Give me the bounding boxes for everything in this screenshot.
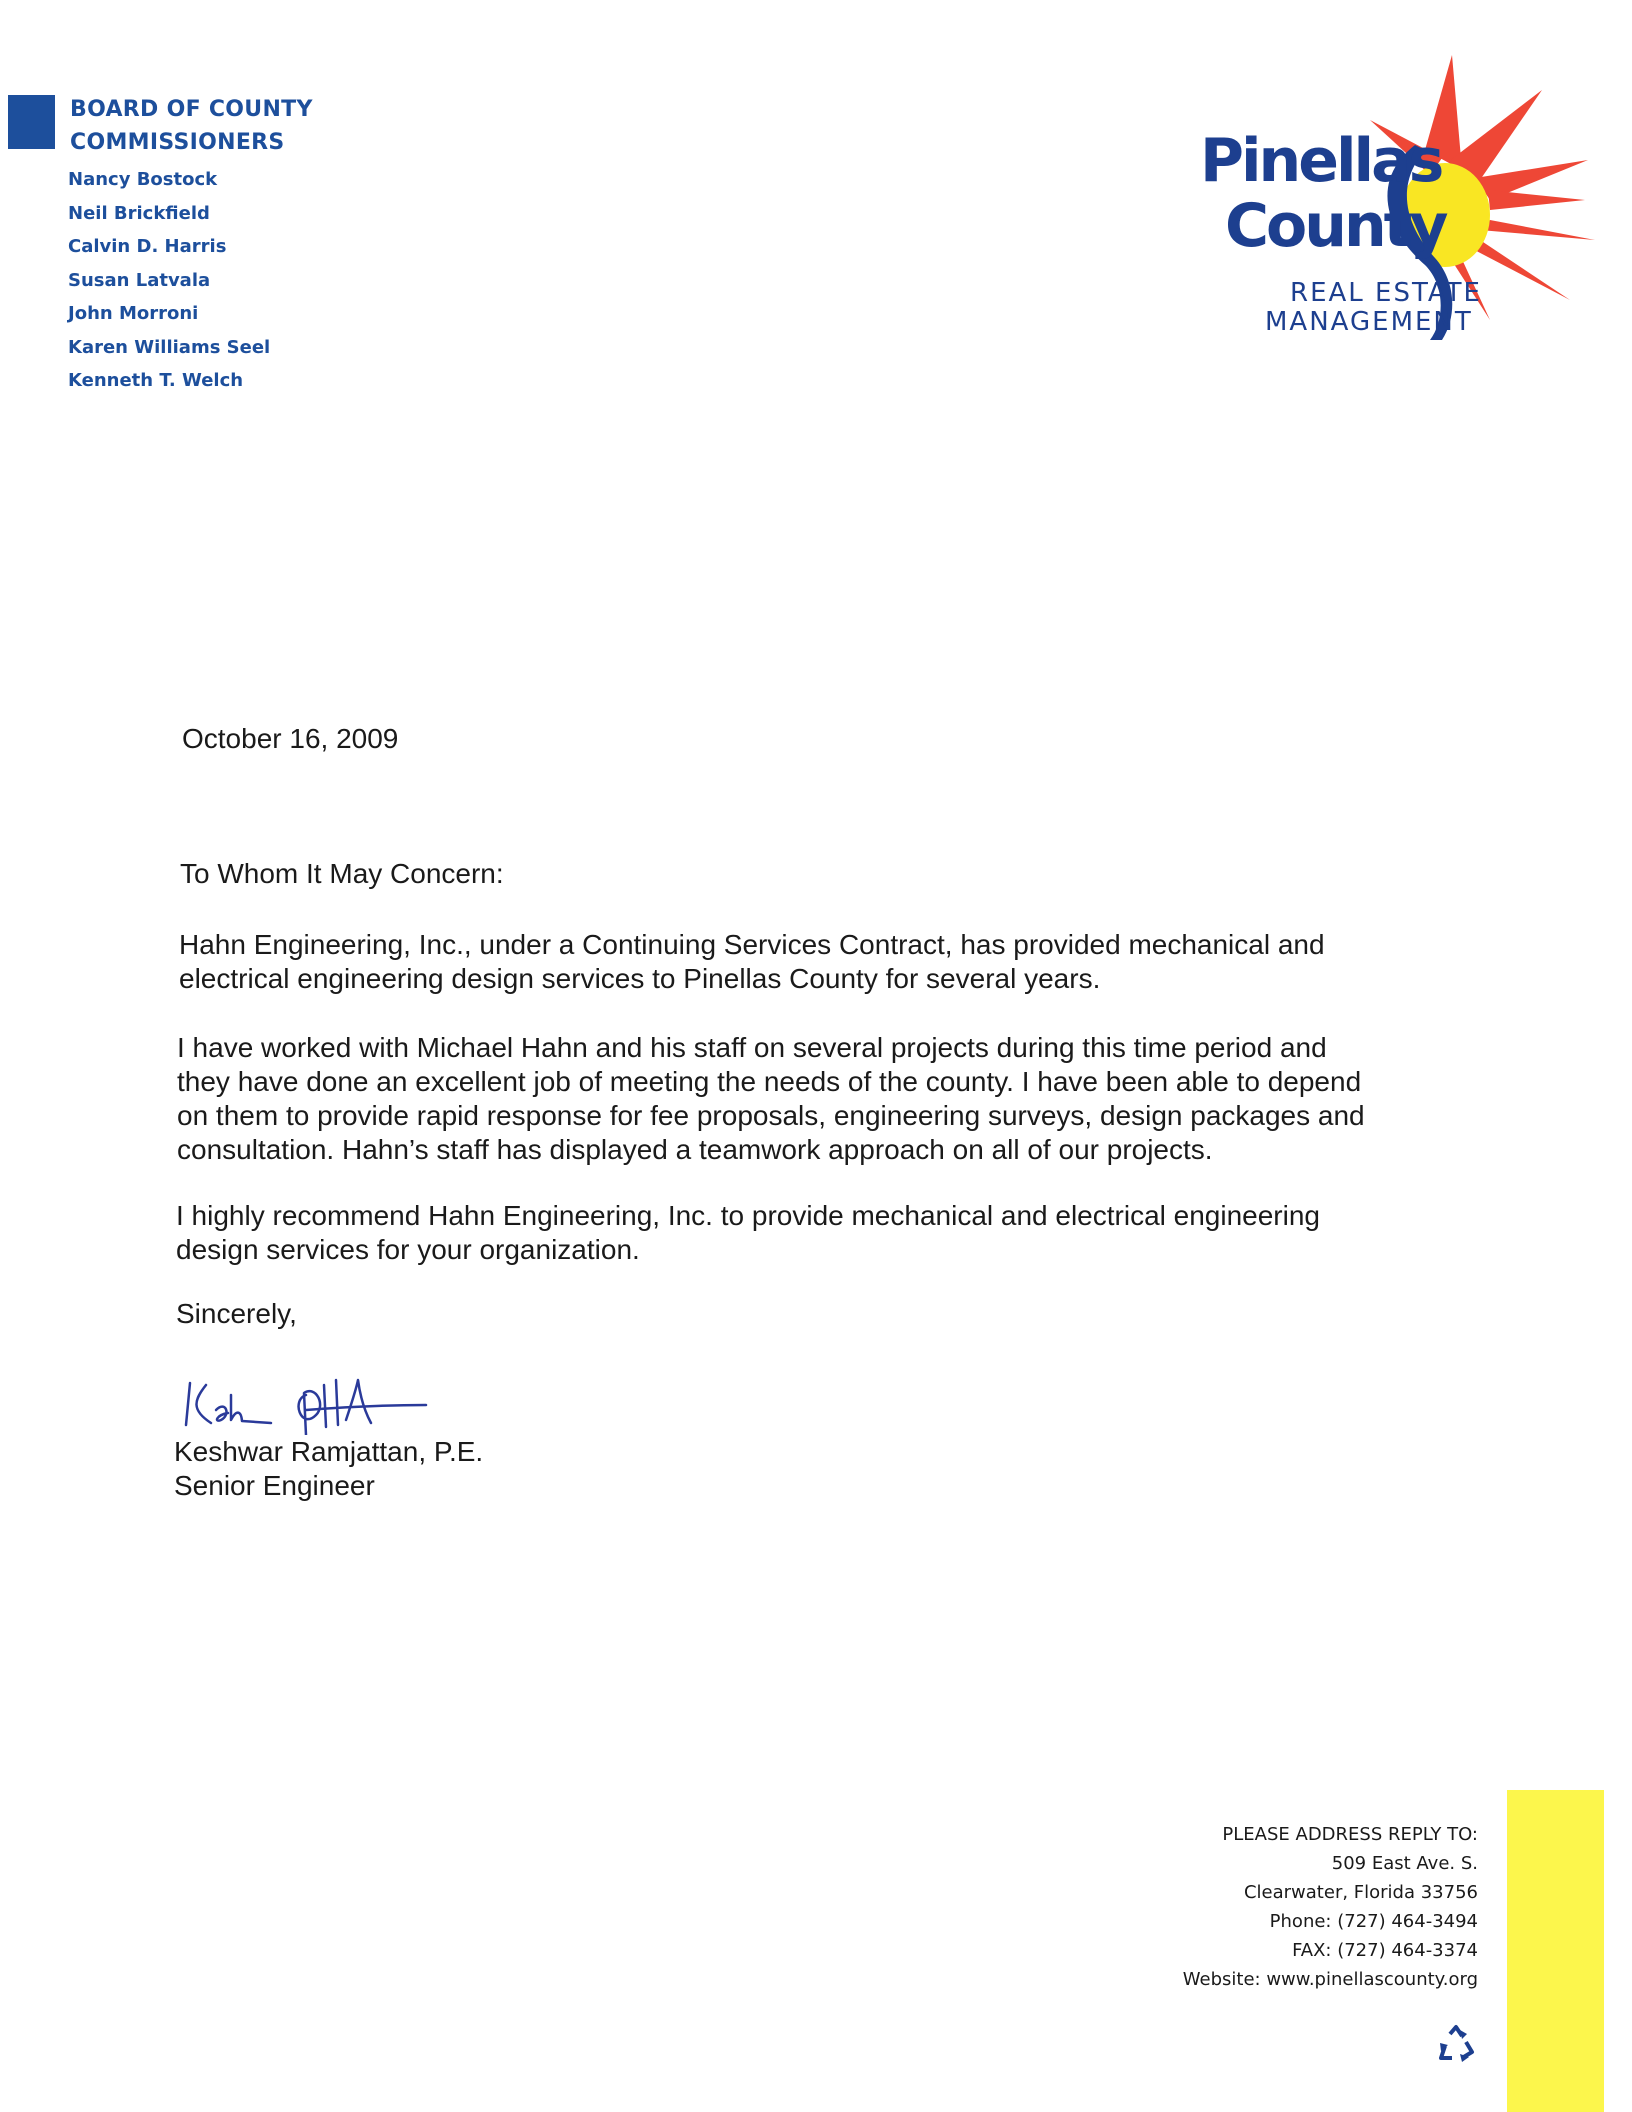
commissioner-name: Calvin D. Harris bbox=[68, 236, 227, 257]
fax-number: FAX: (727) 464-3374 bbox=[1292, 1940, 1478, 1961]
signer-title: Senior Engineer bbox=[174, 1470, 375, 1501]
board-color-mark bbox=[8, 95, 55, 149]
letter-paragraph-2 bbox=[177, 1031, 1365, 1167]
commissioner-name: Kenneth T. Welch bbox=[68, 370, 244, 391]
commissioner-name: Karen Williams Seel bbox=[68, 336, 271, 358]
recycle-icon bbox=[1436, 2024, 1476, 2064]
letter-date: October 16, 2009 bbox=[182, 723, 399, 754]
logo-subtitle-management: MANAGEMENT bbox=[1265, 307, 1473, 337]
commissioner-name: Susan Latvala bbox=[68, 269, 211, 291]
commissioner-name: Nancy Bostock bbox=[68, 169, 218, 190]
letter-paragraph-1 bbox=[179, 928, 1325, 996]
paragraph-line: Hahn Engineering, Inc., under a Continuing Services Contract, has provided mechanical and bbox=[179, 929, 1325, 960]
paragraph-line: electrical engineering design services to Pinellas County for several years. bbox=[179, 963, 1101, 994]
phone-number: Phone: (727) 464-3494 bbox=[1269, 1911, 1478, 1932]
commissioner-name: John Morroni bbox=[68, 303, 199, 324]
paragraph-line: design services for your organization. bbox=[176, 1234, 640, 1265]
website: Website: www.pinellascounty.org bbox=[1182, 1969, 1478, 1990]
paragraph-line: on them to provide rapid response for fee proposals, engineering surveys, design packages and bbox=[177, 1100, 1365, 1131]
address-line-1: 509 East Ave. S. bbox=[1331, 1853, 1478, 1874]
logo-text-county: County bbox=[1225, 191, 1446, 261]
letter-closing: Sincerely, bbox=[176, 1298, 297, 1329]
reply-label: PLEASE ADDRESS REPLY TO: bbox=[1222, 1824, 1478, 1845]
address-line-2: Clearwater, Florida 33756 bbox=[1243, 1882, 1478, 1903]
logo-text-pinellas: Pinellas bbox=[1200, 126, 1442, 196]
yellow-sticky-tab bbox=[1507, 1790, 1604, 2112]
letter-paragraph-3 bbox=[176, 1199, 1320, 1267]
handwritten-signature bbox=[176, 1365, 436, 1435]
board-title bbox=[70, 93, 313, 159]
paragraph-line: I highly recommend Hahn Engineering, Inc. to provide mechanical and electrical engineering bbox=[176, 1200, 1320, 1231]
letter-salutation: To Whom It May Concern: bbox=[180, 858, 504, 889]
paragraph-line: I have worked with Michael Hahn and his staff on several projects during this time period and bbox=[177, 1032, 1327, 1063]
board-title-line1: BOARD OF COUNTY bbox=[70, 97, 313, 122]
signer-name: Keshwar Ramjattan, P.E. bbox=[174, 1436, 484, 1467]
commissioner-name: Neil Brickfield bbox=[68, 202, 210, 224]
reply-address-block bbox=[1110, 1820, 1478, 1994]
commissioner-list bbox=[68, 163, 270, 398]
paragraph-line: consultation. Hahn’s staff has displayed a teamwork approach on all of our projects. bbox=[177, 1134, 1213, 1165]
board-title-line2: COMMISSIONERS bbox=[70, 130, 285, 155]
logo-subtitle-real-estate: REAL ESTATE bbox=[1290, 278, 1482, 308]
paragraph-line: they have done an excellent job of meeting the needs of the county. I have been able to depend bbox=[177, 1066, 1362, 1097]
